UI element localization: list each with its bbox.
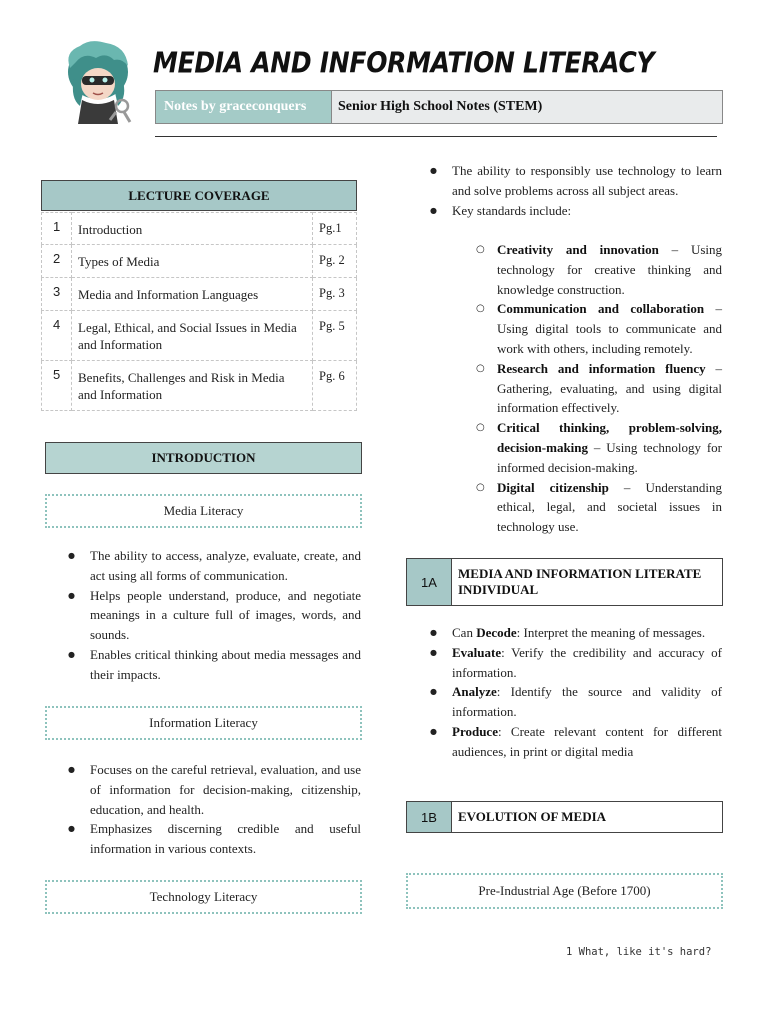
row-number: 5 (42, 361, 72, 411)
item-desc: : Create relevant content for different audiences, in print or digital media (452, 723, 722, 759)
technology-literacy-label: Technology Literacy (45, 880, 362, 914)
section-title: EVOLUTION OF MEDIA (458, 809, 607, 824)
row-topic: Media and Information Languages (72, 278, 313, 311)
list-item (452, 722, 722, 762)
standard-term: Research and information fluency (497, 360, 706, 376)
table-row (42, 278, 357, 311)
table-row (42, 361, 357, 411)
list-item: ● The ability to access, analyze, evaluate, create, and act using all forms of communication. (90, 546, 361, 586)
information-literacy-label: Information Literacy (45, 706, 362, 740)
row-page: Pg. 2 (313, 245, 357, 278)
row-number: 2 (42, 245, 72, 278)
row-page: Pg. 5 (313, 311, 357, 361)
row-topic: Types of Media (72, 245, 313, 278)
item-term: Produce (452, 723, 498, 739)
item-desc: : Interpret the meaning of messages. (516, 625, 706, 640)
row-number: 3 (42, 278, 72, 311)
key-standards-list (497, 240, 722, 537)
item-desc: : Identify the source and validity of information. (452, 684, 722, 720)
list-item (497, 359, 722, 418)
media-literacy-list (90, 546, 361, 685)
section-code: 1A (407, 559, 452, 605)
item-term: Evaluate (452, 644, 502, 660)
standard-term: Digital citizenship (497, 479, 609, 495)
item-prefix: Can (452, 625, 477, 640)
standard-term: Critical thinking, problem-solving, decision-making (497, 420, 722, 455)
row-topic: Benefits, Challenges and Risk in Media and Information (72, 361, 313, 411)
header-divider (155, 136, 717, 137)
list-item (452, 643, 722, 683)
table-row (42, 311, 357, 361)
section-code: 1B (407, 802, 452, 832)
pre-industrial-age-label: Pre-Industrial Age (Before 1700) (406, 873, 723, 909)
table-row (42, 213, 357, 245)
standard-desc: – Using technology for informed decision-making. (497, 439, 722, 475)
list-item (452, 682, 722, 722)
standard-term: Creativity and innovation (497, 242, 659, 257)
list-item (497, 240, 722, 299)
standard-desc: – Gathering, evaluating, and using digital information effectively. (497, 360, 722, 416)
standard-desc: – Using technology for creative thinking and knowledge construction. (497, 242, 722, 297)
section-1a-heading (406, 558, 723, 606)
item-desc: : Verify the credibility and accuracy of information. (452, 644, 722, 680)
row-number: 1 (42, 213, 72, 245)
list-item (452, 201, 722, 221)
introduction-heading: INTRODUCTION (45, 442, 362, 474)
media-literacy-label: Media Literacy (45, 494, 362, 528)
notes-by-label: Notes by graceconquers (156, 91, 332, 123)
list-item (497, 299, 722, 358)
author-avatar-illustration (62, 38, 138, 128)
key-standards-label: Key standards include: (452, 202, 572, 218)
list-item (497, 418, 722, 477)
row-topic: Legal, Ethical, and Social Issues in Media and Information (72, 311, 313, 361)
information-literacy-list (90, 760, 361, 859)
item-term: Decode (476, 625, 517, 640)
standard-desc: – Using digital tools to communicate and work with others, including remotely. (497, 301, 722, 356)
table-row (42, 245, 357, 278)
list-item: ● Helps people understand, produce, and negotiate meanings in a culture full of images, words, and sounds. (90, 586, 361, 645)
row-page: Pg. 6 (313, 361, 357, 411)
list-item (452, 623, 722, 643)
list-item: ● The ability to responsibly use technology to learn and solve problems across all subject areas. (452, 161, 722, 201)
standard-desc: – Understanding ethical, legal, and societal issues in technology use. (497, 479, 722, 535)
item-term: Analyze (452, 684, 497, 700)
row-topic: Introduction (72, 213, 313, 245)
standard-term: Communication and collaboration (497, 301, 705, 317)
row-number: 4 (42, 311, 72, 361)
section-1b-heading (406, 801, 723, 833)
list-item (497, 478, 722, 537)
row-page: Pg.1 (313, 213, 357, 245)
row-page: Pg. 3 (313, 278, 357, 311)
technology-literacy-list (452, 161, 722, 220)
list-item: ● Enables critical thinking about media messages and their impacts. (90, 645, 361, 685)
page-title: MEDIA AND INFORMATION LITERACY (153, 46, 655, 80)
lecture-coverage-heading: LECTURE COVERAGE (41, 180, 357, 211)
section-title: MEDIA AND INFORMATION LITERATE INDIVIDUAL (458, 566, 702, 597)
literate-individual-list (452, 623, 722, 762)
list-item: ● Emphasizes discerning credible and useful information in various contexts. (90, 819, 361, 859)
course-label: Senior High School Notes (STEM) (332, 91, 722, 123)
lecture-coverage-table (41, 212, 357, 411)
header-info-bar (155, 90, 723, 124)
page-footer: 1 What, like it's hard? (566, 946, 712, 958)
list-item: ● Focuses on the careful retrieval, evaluation, and use of information for decision-making, citizenship, education, and health. (90, 760, 361, 819)
